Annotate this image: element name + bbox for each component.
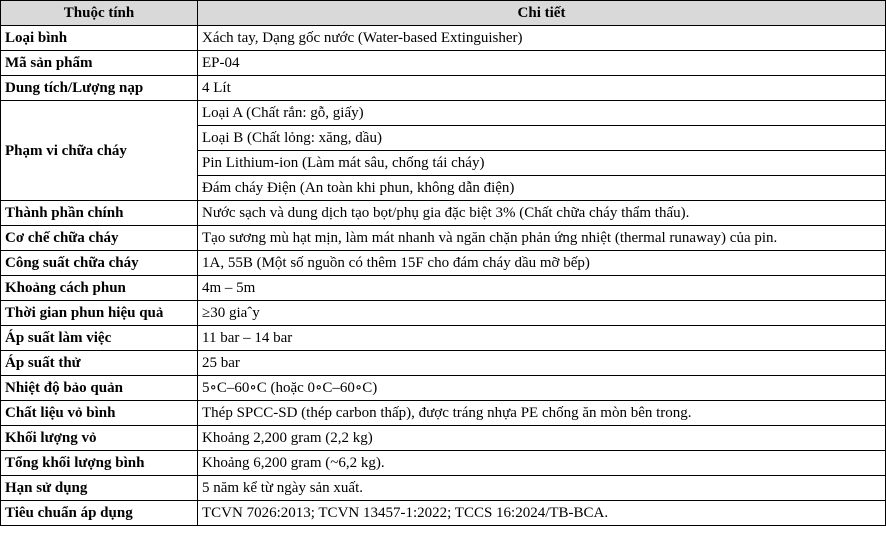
table-row xyxy=(1,226,886,251)
table-row xyxy=(1,476,886,501)
table-row xyxy=(1,501,886,526)
detail-cell: Loại B (Chất lỏng: xăng, dầu) xyxy=(198,126,886,151)
detail-cell: 4 Lít xyxy=(198,76,886,101)
detail-cell: EP-04 xyxy=(198,51,886,76)
table-row xyxy=(1,276,886,301)
header-row xyxy=(1,1,886,26)
table-row xyxy=(1,201,886,226)
detail-cell: TCVN 7026:2013; TCVN 13457-1:2022; TCCS 16:2024/TB-BCA. xyxy=(198,501,886,526)
attribute-cell: Chất liệu vỏ bình xyxy=(1,401,198,426)
detail-cell: 25 bar xyxy=(198,351,886,376)
attribute-cell: Tiêu chuẩn áp dụng xyxy=(1,501,198,526)
spec-table-head xyxy=(1,1,886,26)
table-row xyxy=(1,351,886,376)
table-row xyxy=(1,51,886,76)
table-row xyxy=(1,26,886,51)
table-row xyxy=(1,376,886,401)
detail-cell: 11 bar – 14 bar xyxy=(198,326,886,351)
attribute-cell: Tổng khối lượng bình xyxy=(1,451,198,476)
attribute-cell: Áp suất thử xyxy=(1,351,198,376)
attribute-cell: Khoảng cách phun xyxy=(1,276,198,301)
attribute-cell: Loại bình xyxy=(1,26,198,51)
detail-cell: 4m – 5m xyxy=(198,276,886,301)
attribute-cell: Áp suất làm việc xyxy=(1,326,198,351)
table-row xyxy=(1,451,886,476)
spec-table-body xyxy=(1,26,886,526)
attribute-cell: Công suất chữa cháy xyxy=(1,251,198,276)
attribute-cell: Nhiệt độ bảo quản xyxy=(1,376,198,401)
detail-cell: Loại A (Chất rắn: gỗ, giấy) xyxy=(198,101,886,126)
detail-cell: 1A, 55B (Một số nguồn có thêm 15F cho đám cháy dầu mỡ bếp) xyxy=(198,251,886,276)
attribute-cell: Cơ chế chữa cháy xyxy=(1,226,198,251)
detail-cell: 5 năm kể từ ngày sản xuất. xyxy=(198,476,886,501)
detail-cell: Pin Lithium-ion (Làm mát sâu, chống tái cháy) xyxy=(198,151,886,176)
header-attribute: Thuộc tính xyxy=(1,1,198,26)
detail-cell: 5∘C–60∘C (hoặc 0∘C–60∘C) xyxy=(198,376,886,401)
attribute-cell: Hạn sử dụng xyxy=(1,476,198,501)
table-row xyxy=(1,76,886,101)
table-row xyxy=(1,426,886,451)
detail-cell: Thép SPCC-SD (thép carbon thấp), được tráng nhựa PE chống ăn mòn bên trong. xyxy=(198,401,886,426)
table-row xyxy=(1,301,886,326)
attribute-cell: Thời gian phun hiệu quả xyxy=(1,301,198,326)
table-row xyxy=(1,101,886,126)
attribute-cell: Dung tích/Lượng nạp xyxy=(1,76,198,101)
table-row xyxy=(1,401,886,426)
detail-cell: ≥30 giaˆy xyxy=(198,301,886,326)
detail-cell: Đám cháy Điện (An toàn khi phun, không dẫn điện) xyxy=(198,176,886,201)
table-row xyxy=(1,251,886,276)
attribute-cell: Khối lượng vỏ xyxy=(1,426,198,451)
detail-cell: Khoảng 6,200 gram (~6,2 kg). xyxy=(198,451,886,476)
detail-cell: Tạo sương mù hạt mịn, làm mát nhanh và ngăn chặn phản ứng nhiệt (thermal runaway) của pin. xyxy=(198,226,886,251)
detail-cell: Xách tay, Dạng gốc nước (Water-based Extinguisher) xyxy=(198,26,886,51)
attribute-cell: Mã sản phẩm xyxy=(1,51,198,76)
header-detail: Chi tiết xyxy=(198,1,886,26)
attribute-cell: Phạm vi chữa cháy xyxy=(1,101,198,201)
detail-cell: Khoảng 2,200 gram (2,2 kg) xyxy=(198,426,886,451)
table-row xyxy=(1,326,886,351)
detail-cell: Nước sạch và dung dịch tạo bọt/phụ gia đặc biệt 3% (Chất chữa cháy thẩm thấu). xyxy=(198,201,886,226)
attribute-cell: Thành phần chính xyxy=(1,201,198,226)
